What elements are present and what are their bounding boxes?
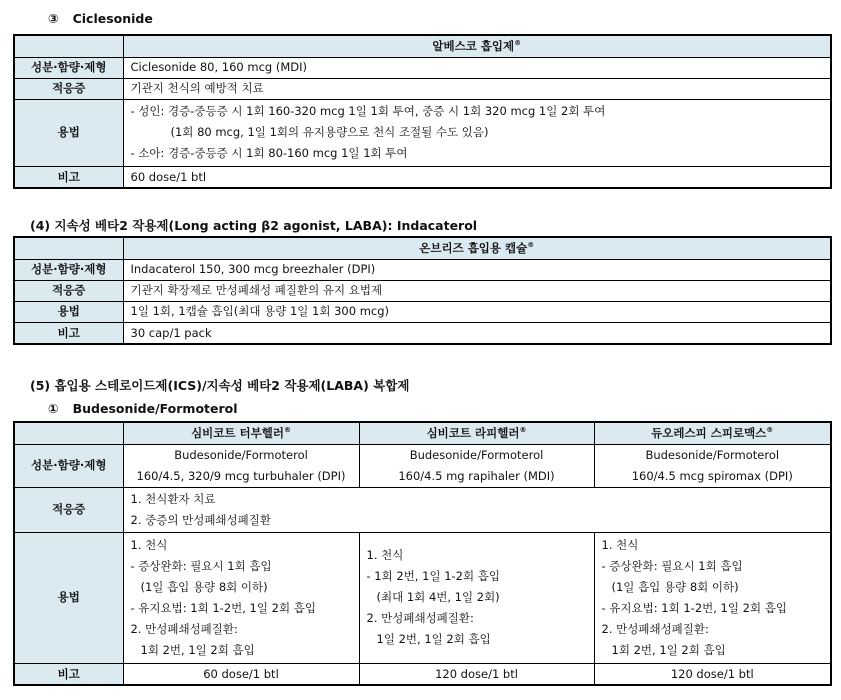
dosage-line: - 성인: 경증-중등증 시 1회 160-320 mcg 1일 1회 투여, 중증 시 1회 320 mcg 1일 2회 투여	[130, 104, 606, 118]
dosage-line: 2. 만성폐쇄성폐질환:	[366, 611, 474, 625]
note-value: 120 dose/1 btl	[359, 663, 594, 685]
heading-number: ①	[48, 401, 59, 416]
dosage-line: 1회 2번, 1일 2회 흡입	[140, 642, 255, 657]
table-row	[14, 78, 831, 99]
ingredient-line: Budesonide/Formoterol	[174, 447, 308, 462]
section-budesonide-heading	[48, 401, 238, 416]
dosage-label: 용법	[14, 99, 123, 166]
dosage-line: - 증상완화: 필요시 1회 흡입	[601, 558, 743, 573]
dosage-line: - 소아: 경증-중등증 시 1회 80-160 mcg 1일 1회 투여	[130, 146, 408, 160]
header-empty-cell	[14, 237, 123, 259]
ingredient-value	[359, 444, 594, 487]
table-row	[14, 57, 831, 78]
ingredient-line: 160/4.5 mg rapihaler (MDI)	[398, 468, 555, 483]
table-row	[14, 166, 831, 188]
product-name: 심비코트 라피헬러®	[359, 422, 594, 444]
header-empty-cell	[14, 35, 123, 57]
dosage-line: (1일 흡입 용량 8회 이하)	[140, 579, 268, 594]
indication-label: 적응증	[14, 78, 123, 99]
note-value: 30 cap/1 pack	[123, 322, 831, 344]
table-row	[14, 532, 831, 663]
dosage-line: (1일 흡입 용량 8회 이하)	[611, 579, 739, 594]
indication-label: 적응증	[14, 487, 123, 532]
note-label: 비고	[14, 166, 123, 188]
indication-line: 2. 중증의 만성폐쇄성폐질환	[130, 512, 271, 527]
table-row	[14, 663, 831, 685]
ingredient-value: Ciclesonide 80, 160 mcg (MDI)	[123, 57, 831, 78]
dosage-line: - 유지요법: 1회 1-2번, 1일 2회 흡입	[130, 600, 316, 615]
ingredient-label: 성분·함량·제형	[14, 259, 123, 280]
dosage-line: 2. 만성폐쇄성폐질환:	[601, 621, 709, 636]
table-row	[14, 99, 831, 166]
dosage-value	[594, 532, 831, 663]
table-row	[14, 237, 831, 259]
heading-text: Ciclesonide	[72, 11, 153, 26]
table-row	[14, 280, 831, 301]
note-value: 60 dose/1 btl	[123, 166, 831, 188]
product-name: 심비코트 터부헬러®	[123, 422, 359, 444]
heading-number: ③	[48, 11, 59, 26]
dosage-label: 용법	[14, 532, 123, 663]
dosage-line: 1. 천식	[601, 537, 639, 552]
dosage-line: 1. 천식	[366, 548, 404, 562]
product-name: 온브리즈 흡입용 캡슐®	[123, 237, 831, 259]
ingredient-line: Budesonide/Formoterol	[409, 447, 544, 462]
ingredient-line: Budesonide/Formoterol	[645, 447, 780, 462]
indication-value: 기관지 확장제로 만성폐쇄성 폐질환의 유지 요법제	[123, 280, 831, 301]
budesonide-formoterol-table	[13, 421, 832, 686]
dosage-value: 1일 1회, 1캡슐 흡입(최대 용량 1일 1회 300 mcg)	[123, 301, 831, 322]
indication-line: 1. 천식환자 치료	[130, 491, 216, 506]
dosage-line: 1일 2번, 1일 2회 흡입	[376, 632, 491, 646]
indication-value: 기관지 천식의 예방적 치료	[123, 78, 831, 99]
ingredient-value	[594, 444, 831, 487]
dosage-value	[123, 99, 831, 166]
dosage-label: 용법	[14, 301, 123, 322]
dosage-line: - 유지요법: 1회 1-2번, 1일 2회 흡입	[601, 600, 787, 615]
note-label: 비고	[14, 322, 123, 344]
dosage-value	[123, 532, 359, 663]
dosage-value	[359, 532, 594, 663]
section-ciclesonide-heading	[48, 11, 153, 26]
ingredient-value: Indacaterol 150, 300 mcg breezhaler (DPI)	[123, 259, 831, 280]
table-row	[14, 487, 831, 532]
dosage-line: 1. 천식	[130, 537, 168, 552]
ciclesonide-table	[13, 34, 832, 189]
dosage-line: (최대 1회 4번, 1일 2회)	[376, 590, 500, 604]
section-indacaterol-heading: (4) 지속성 베타2 작용제(Long acting β2 agonist, LABA): Indacaterol	[30, 218, 478, 233]
indacaterol-table	[13, 236, 832, 345]
table-row	[14, 322, 831, 344]
ingredient-label: 성분·함량·제형	[14, 444, 123, 487]
note-value: 60 dose/1 btl	[123, 663, 359, 685]
header-empty-cell	[14, 422, 123, 444]
table-row	[14, 259, 831, 280]
dosage-line: (1회 80 mcg, 1일 1회의 유지용량으로 천식 조절될 수도 있음)	[170, 125, 489, 139]
note-value: 120 dose/1 btl	[594, 663, 831, 685]
heading-text: Budesonide/Formoterol	[72, 401, 238, 416]
indication-value	[123, 487, 831, 532]
indication-label: 적응증	[14, 280, 123, 301]
dosage-line: 2. 만성폐쇄성폐질환:	[130, 621, 238, 636]
dosage-line: - 1회 2번, 1일 1-2회 흡입	[366, 569, 500, 583]
table-row	[14, 422, 831, 444]
section-combination-heading: (5) 흡입용 스테로이드제(ICS)/지속성 베타2 작용제(LABA) 복합제	[30, 378, 410, 393]
table-row	[14, 444, 831, 487]
dosage-line: 1회 2번, 1일 2회 흡입	[611, 642, 726, 657]
note-label: 비고	[14, 663, 123, 685]
ingredient-line: 160/4.5 mcg spiromax (DPI)	[631, 468, 793, 483]
ingredient-label: 성분·함량·제형	[14, 57, 123, 78]
product-name: 알베스코 흡입제®	[123, 35, 831, 57]
dosage-line: - 증상완화: 필요시 1회 흡입	[130, 558, 272, 573]
ingredient-line: 160/4.5, 320/9 mcg turbuhaler (DPI)	[136, 468, 346, 483]
table-row	[14, 301, 831, 322]
ingredient-value	[123, 444, 359, 487]
product-name: 듀오레스피 스피로맥스®	[594, 422, 831, 444]
table-row	[14, 35, 831, 57]
